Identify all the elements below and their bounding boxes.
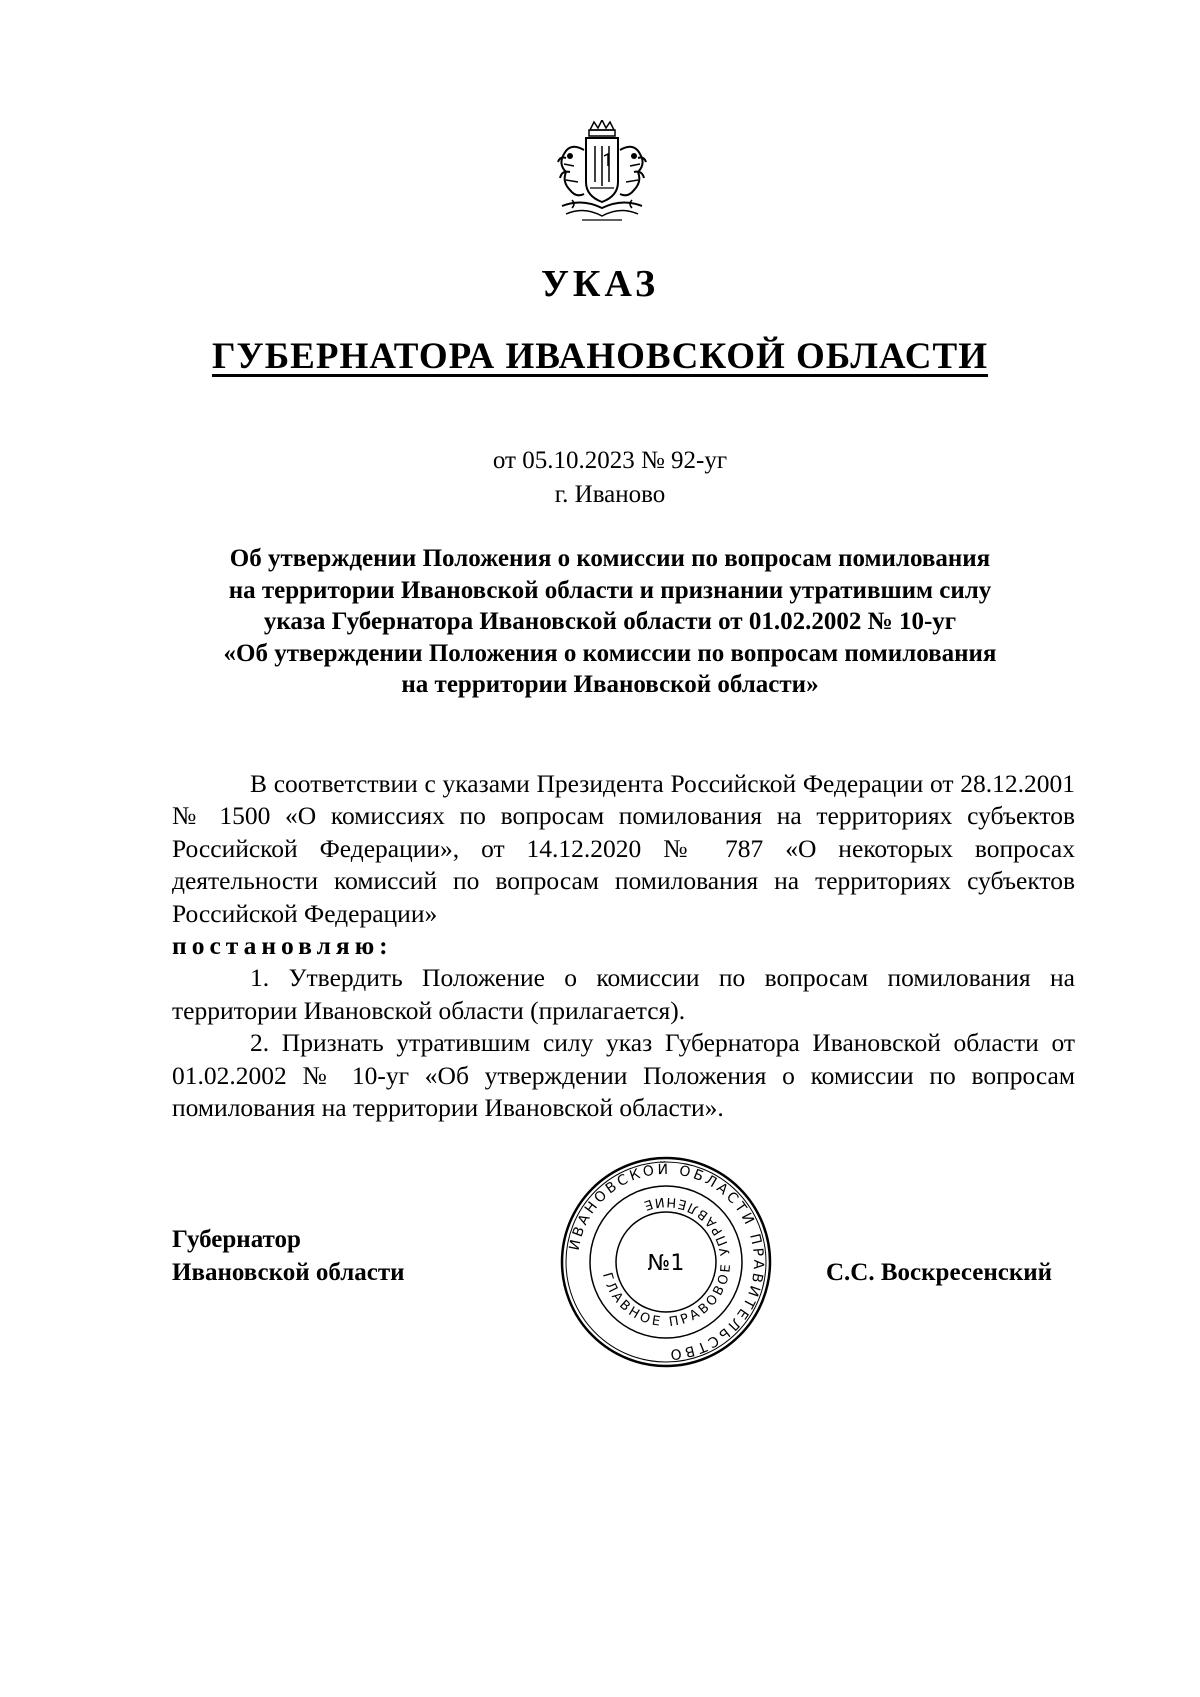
decree-item-2: 2. Признать утратившим силу указ Губернатора Ивановской области от 01.02.2002 № 10-уг «Об утверждении Положения о комиссии по вопросам помилования на территории Ивановской области». [172, 1028, 1075, 1123]
heading-line: на территории Ивановской области» [401, 671, 819, 698]
signatory-position-line: Губернатор [172, 1226, 301, 1253]
official-seal-icon [557, 1153, 775, 1371]
signatory-position-line: Ивановской области [172, 1259, 405, 1286]
heading-line: Об утверждении Положения о комиссии по вопросам помилования [229, 545, 991, 572]
preamble-paragraph: В соответствии с указами Президента Российской Федерации от 28.12.2001 № 1500 «О комиссиях по вопросам помилования на территориях субъектов Российской Федерации», от 14.12.2020 № 787 «О некоторых вопросах деятельности комиссий по вопросам помилования на территориях субъектов Российской Федерации» [172, 769, 1075, 928]
document-subtitle: ГУБЕРНАТОРА ИВАНОВСКОЙ ОБЛАСТИ [212, 336, 988, 377]
heading-line: указа Губернатора Ивановской области от 01.02.2002 № 10-уг [263, 608, 957, 635]
decree-item-1: 1. Утвердить Положение о комиссии по вопросам помилования на территории Ивановской области (прилагается). [172, 963, 1075, 1025]
seal-outer-text: ИВАНОВСКОЙ ОБЛАСТИ ПРАВИТЕЛЬСТВО [566, 1161, 767, 1363]
document-body [172, 768, 1075, 1124]
seal-number: №1 [647, 1251, 685, 1276]
signatory-name: С.С. Воскресенский [826, 1259, 1053, 1286]
document-heading [150, 543, 1070, 701]
decree-word: постановляю: [172, 931, 393, 961]
document-city: г. Иваново [554, 481, 666, 508]
document-date-number: от 05.10.2023 № 92-уг [492, 447, 728, 474]
document-title: УКАЗ [541, 263, 659, 305]
heading-line: «Об утверждении Положения о комиссии по вопросам помилования [223, 639, 997, 667]
signatory-position [172, 1223, 405, 1289]
coat-of-arms-icon [552, 120, 652, 224]
seal-inner-text: ГЛАВНОЕ ПРАВОВОЕ УПРАВЛЕНИЕ [599, 1193, 735, 1331]
heading-line: на территории Ивановской области и признании утратившим силу [228, 576, 992, 604]
